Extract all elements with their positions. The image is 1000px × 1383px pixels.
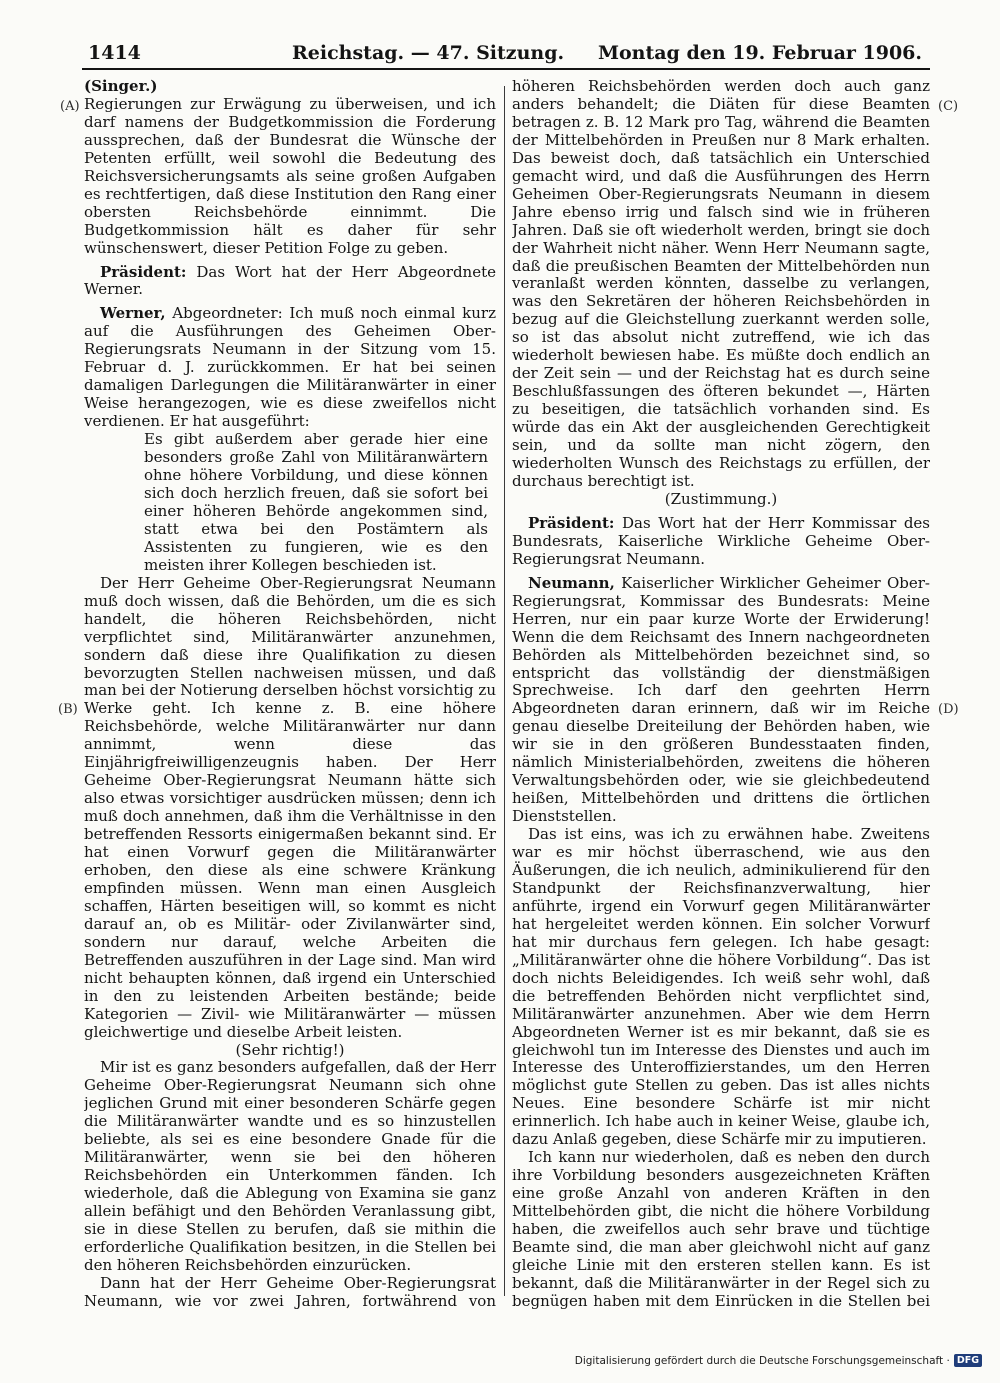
running-title: Reichstag. — 47. Sitzung.: [292, 42, 565, 64]
speaker-name: Präsident:: [528, 513, 615, 532]
credit-text: Digitalisierung gefördert durch die Deutsche Forschungsgemeinschaft ·: [574, 1354, 950, 1367]
speaker-name: Werner,: [100, 304, 166, 323]
interjection: (Sehr richtig!): [235, 1040, 345, 1059]
president-paragraph: [84, 264, 496, 300]
margin-marker-d: (D): [938, 702, 959, 717]
dfg-logo: DFG: [954, 1354, 982, 1367]
column-divider: [504, 86, 505, 1296]
digitization-credit: [575, 1354, 982, 1367]
werner-paragraph: [84, 305, 496, 431]
paragraph: Regierungen zur Erwägung zu überweisen, und ich darf namens der Budgetkommission die Forderung aussprechen, daß der Bundesrat die Wünsche der Petenten erfüllt, weil sowohl die Bedeutung des Reichsversicherungsamts als seine großen Aufgaben es rechtfertigen, daß diese Institution den Rang einer obersten Reichsbehörde einnimmt. Die Budgetkommission hält es daher für sehr wünschenswert, dieser Petition Folge zu geben.: [84, 94, 496, 257]
speech-text: Abgeordneter: Ich muß noch einmal kurz auf die Ausführungen des Geheimen Ober-Regierungsrats Neumann in der Sitzung vom 15. Februar d. J. zurückkommen. Er hat bei seinen damaligen Darlegungen die Militäranwärter in einer Weise herangezogen, wie es diese zweifellos nicht verdienen. Er hat ausgeführt:: [84, 304, 496, 431]
paragraph: Ich kann nur wiederholen, daß es neben den durch ihre Vorbildung besonders ausgezeichneten Kräften eine große Anzahl von anderen Kräften in den Mittelbehörden gibt, die nicht die höhere Vorbildung haben, die zweifellos auch sehr brave und tüchtige Beamte sind, die man aber gleichwohl nicht auf ganz gleiche Linie mit den ersteren stellen kann. Es ist bekannt, daß die Militäranwärter in der Regel sich zu begnügen haben mit dem Einrücken in die Stellen bei: [512, 1148, 930, 1310]
interjection: (Zustimmung.): [664, 489, 778, 508]
speech-text: Das Wort hat der Herr Kommissar des Bundesrats, Kaiserliche Wirkliche Geheime Ober-Regierungsrat Neumann.: [512, 513, 930, 568]
margin-marker-c: (C): [938, 99, 959, 114]
margin-marker-a: (A): [60, 99, 80, 114]
page-number: 1414: [88, 42, 141, 64]
speaker-tag: (Singer.): [84, 78, 158, 95]
quotation: Es gibt außerdem aber gerade hier eine besonders große Zahl von Militäranwärtern ohne höhere Vorbildung, und diese können sich doch herzlich freuen, daß sie sofort bei einer höheren Behörde angekommen sind, statt etwa bei den Postämtern als Assistenten zu fungieren, wie es den meisten ihrer Kollegen beschieden ist.: [144, 430, 488, 574]
paragraph: Der Herr Geheime Ober-Regierungsrat Neumann muß doch wissen, daß die Behörden, um die es sich handelt, die höheren Reichsbehörden, nicht verpflichtet sind, Militäranwärter anzunehmen, sondern daß diese ihre Qualifikation zu diesen bevorzugten Stellen nachweisen müssen, und daß man bei der Notierung derselben höchst vorsichtig zu Werke geht. Ich kenne z. B. eine höhere Reichsbehörde, welche Militäranwärter nur dann annimmt, wenn diese das Einjährigfreiwilligenzeugnis haben. Der Herr Geheime Ober-Regierungsrat Neumann hätte sich also etwas vorsichtiger ausdrücken müssen; denn ich muß doch annehmen, daß ihm die Verhältnisse in den betreffenden Ressorts einigermaßen bekannt sind. Er hat einen Vorwurf gegen die Militäranwärter erhoben, den diese als eine schwere Kränkung empfinden müssen. Wenn man einen Ausgleich schaffen, Härten beseitigen will, so kommt es nicht darauf an, ob es Militär- oder Zivilanwärter sind, sondern nur darauf, welche Arbeiten die Betreffenden auszuführen in der Lage sind. Man wird nicht behaupten können, daß irgend ein Unterschied in den zu leistenden Arbeiten bestände; beide Kategorien — Zivil- wie Militäranwärter — müssen gleichwertige und dieselbe Arbeit leisten.: [84, 573, 496, 1041]
paragraph: Dann hat der Herr Geheime Ober-Regierungsrat Neumann, wie vor zwei Jahren, fortwährend von: [84, 1273, 496, 1310]
speech-text: Das Wort hat der Herr Abgeordnete Werner.: [84, 262, 496, 299]
right-column: [512, 78, 930, 1310]
speech-text: Kaiserlicher Wirklicher Geheimer Ober-Regierungsrat, Kommissar des Bundesrats: Meine Herren, nur ein paar kurze Worte der Erwiderung! Wenn die dem Reichsamt des Innern nachgeordneten Behörden als Mittelbehörden bezeichnet sind, so entspricht das vollständig der dienstmäßigen Sprechweise. Ich darf den geehrten Herrn Abgeordneten daran erinnern, daß wir im Reiche genau dieselbe Dreiteilung der Behörden haben, wie wir sie in den größeren Bundesstaaten finden, nämlich Ministerialbehörden, zweitens die höheren Verwaltungsbehörden oder, wie sie gleichbedeutend heißen, Mittelbehörden und drittens die örtlichen Dienststellen.: [512, 573, 930, 826]
paragraph: Das ist eins, was ich zu erwähnen habe. Zweitens war es mir höchst überraschend, wie aus den Äußerungen, die ich neulich, adminikulierend für den Standpunkt der Reichsfinanzverwaltung, hier anführte, irgend ein Vorwurf gegen Militäranwärter hat hergeleitet werden können. Ein solcher Vorwurf hat mir durchaus fern gelegen. Ich habe gesagt: „Militäranwärter ohne die höhere Vorbildung“. Das ist doch nichts Beleidigendes. Ich weiß sehr wohl, daß die betreffenden Behörden nicht verpflichtet sind, Militäranwärter anzunehmen. Aber wie dem Herrn Abgeordneten Werner ist es mir bekannt, daß sie es gleichwohl tun im Interesse des Dienstes und auch im Interesse des Unteroffizierstandes, um den Herren möglichst gute Stellen zu geben. Das ist alles nichts Neues. Eine besondere Schärfe ist mir nicht erinnerlich. Ich habe auch in keiner Weise, glaube ich, dazu Anlaß gegeben, diese Schärfe mir zu imputieren.: [512, 825, 930, 1149]
neumann-paragraph: [512, 575, 930, 826]
margin-marker-b: (B): [58, 702, 78, 717]
paragraph: höheren Reichsbehörden werden doch auch ganz anders behandelt; die Diäten für diese Beamten betragen z. B. 12 Mark pro Tag, während die Beamten der Mittelbehörden in Preußen nur 8 Mark erhalten. Das beweist doch, daß tatsächlich ein Unterschied gemacht wird, und daß die Ausführungen des Herrn Geheimen Ober-Regierungsrats Neumann in diesem Jahre ebenso irrig und falsch sind wie in früheren Jahren. Daß sie oft wiederholt werden, bringt sie doch der Wahrheit nicht näher. Wenn Herr Neumann sagte, daß die preußischen Beamten der Mittelbehörden nun veranlaßt werden könnten, dasselbe zu verlangen, was den Sekretären der höheren Reichsbehörden in bezug auf die Gleichstellung zuerkannt werden solle, so ist das absolut nicht zutreffend, wie ich das wiederholt bewiesen habe. Es müßte doch endlich an der Zeit sein — und der Reichstag hat es durch seine Beschlußfassungen des öfteren bekundet —, Härten zu beseitigen, die tatsächlich vorhanden sind. Es würde das ein Akt der ausgleichenden Gerechtigkeit sein, und da sollte man nicht zögern, den wiederholten Wunsch des Reichstags zu erfüllen, der durchaus berechtigt ist.: [512, 78, 930, 490]
president-paragraph: [512, 515, 930, 569]
left-column: [84, 78, 496, 1310]
page-header: [82, 40, 930, 70]
speaker-name: Präsident:: [100, 262, 187, 281]
paragraph: Mir ist es ganz besonders aufgefallen, daß der Herr Geheime Ober-Regierungsrat Neumann sich ohne jeglichen Grund mit einer besonderen Schärfe gegen die Militäranwärter wandte und es so hinzustellen beliebte, als sei es eine besondere Gnade für die Militäranwärter, wenn sie bei den höheren Reichsbehörden ein Unterkommen fänden. Ich wiederhole, daß die Ablegung von Examina sie ganz allein befähigt und den Behörden Veranlassung gibt, sie in diese Stellen zu berufen, daß sie mithin die erforderliche Qualifikation besitzen, in die Stellen bei den höheren Reichsbehörden einzurücken.: [84, 1058, 496, 1274]
session-date: Montag den 19. Februar 1906.: [597, 42, 922, 64]
speaker-name: Neumann,: [528, 573, 615, 592]
